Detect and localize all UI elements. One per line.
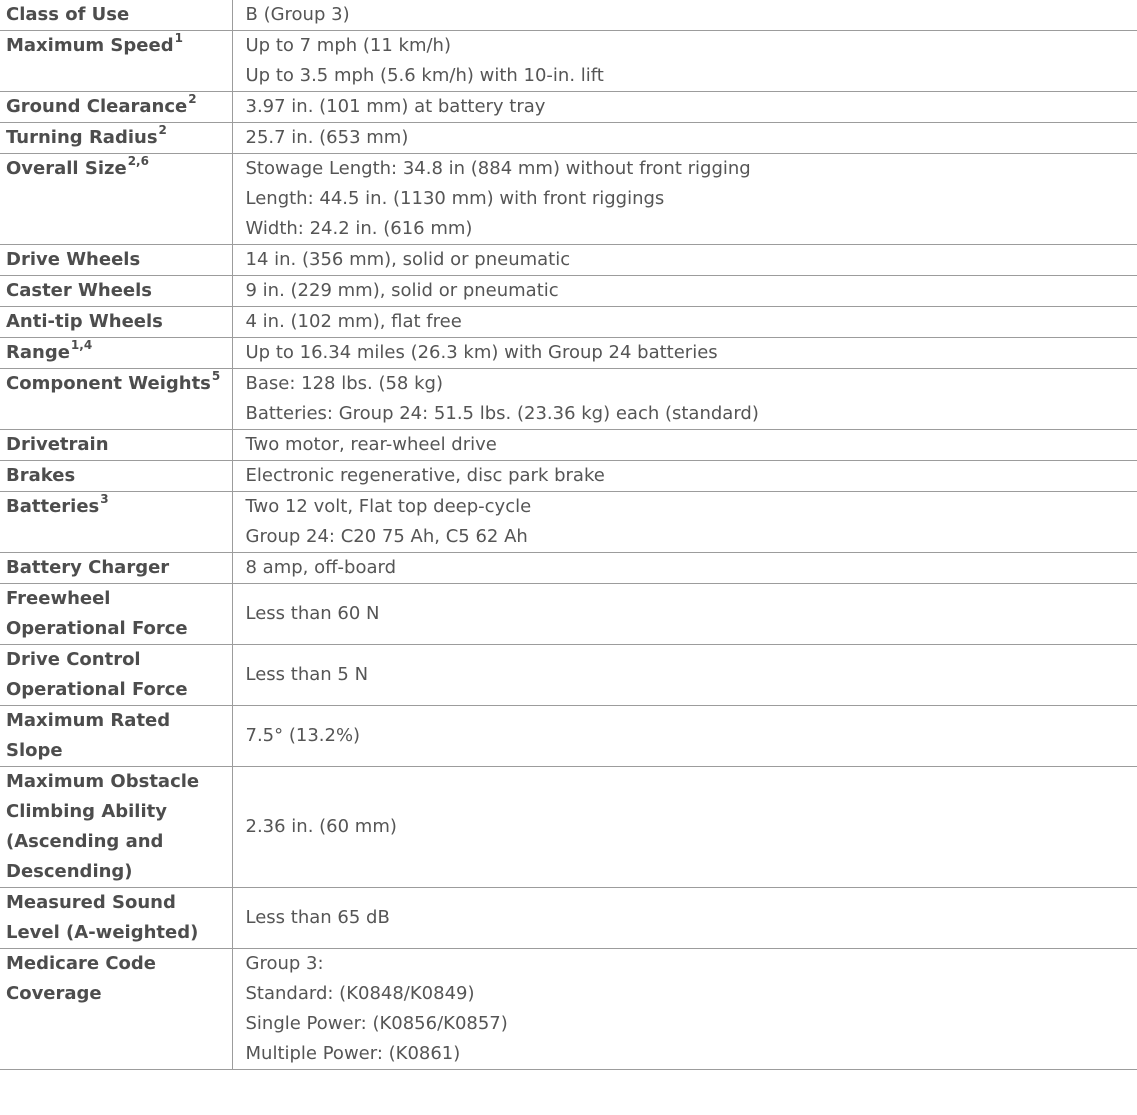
spec-value-line: 2.36 in. (60 mm) [245,816,397,837]
table-row [0,369,1137,430]
table-row [0,245,1137,276]
spec-label-cell [0,492,232,553]
spec-label-cell [0,245,232,276]
spec-label: Overall Size [6,158,127,179]
spec-value-cell [232,553,1137,584]
spec-label: Range [6,342,70,363]
table-row [0,307,1137,338]
spec-value-line: Two motor, rear-wheel drive [245,434,497,455]
spec-label: Measured Sound Level (A-weighted) [6,892,199,943]
spec-value-line: B (Group 3) [245,4,350,25]
spec-value-cell [232,338,1137,369]
spec-label-cell [0,307,232,338]
spec-value-line: Less than 60 N [245,603,380,624]
spec-value-line: 25.7 in. (653 mm) [245,127,409,148]
spec-label-cell [0,949,232,1070]
table-row [0,0,1137,31]
spec-value-cell [232,706,1137,767]
spec-value-cell [232,369,1137,430]
spec-label-cell [0,430,232,461]
spec-value-line: Length: 44.5 in. (1130 mm) with front riggings [245,188,665,209]
spec-value-cell [232,0,1137,31]
table-row [0,706,1137,767]
table-row [0,767,1137,888]
spec-value-cell [232,645,1137,706]
table-row [0,276,1137,307]
spec-label: Freewheel Operational Force [6,588,188,639]
spec-value-line: Single Power: (K0856/K0857) [245,1013,508,1034]
spec-label: Anti-tip Wheels [6,311,163,332]
table-row [0,154,1137,245]
spec-value-cell [232,276,1137,307]
table-row [0,553,1137,584]
spec-value-line: 14 in. (356 mm), solid or pneumatic [245,249,571,270]
spec-label-cell [0,888,232,949]
table-row [0,430,1137,461]
table-row [0,31,1137,92]
spec-label-cell [0,461,232,492]
spec-value-line: Batteries: Group 24: 51.5 lbs. (23.36 kg) each (standard) [245,403,759,424]
spec-value-line: Up to 3.5 mph (5.6 km/h) with 10-in. lift [245,65,604,86]
footnote-marker: 2 [158,123,167,137]
spec-value-cell [232,430,1137,461]
spec-value-cell [232,307,1137,338]
spec-label: Ground Clearance [6,96,188,117]
spec-label-cell [0,767,232,888]
spec-value-cell [232,92,1137,123]
spec-value-cell [232,584,1137,645]
spec-value-cell [232,154,1137,245]
spec-value-cell [232,245,1137,276]
table-row [0,461,1137,492]
spec-value-line: Group 3: [245,953,324,974]
spec-value-line: Width: 24.2 in. (616 mm) [245,218,473,239]
table-row [0,123,1137,154]
spec-value-line: 3.97 in. (101 mm) at battery tray [245,96,546,117]
spec-value-cell [232,461,1137,492]
table-row [0,492,1137,553]
table-row [0,888,1137,949]
table-row [0,584,1137,645]
spec-value-cell [232,31,1137,92]
spec-value-line: Less than 5 N [245,664,369,685]
spec-value-cell [232,767,1137,888]
spec-value-cell [232,888,1137,949]
footnote-marker: 2,6 [127,154,149,168]
spec-label: Component Weights [6,373,211,394]
spec-label-cell [0,584,232,645]
footnote-marker: 1 [174,31,183,45]
spec-value-line: Standard: (K0848/K0849) [245,983,475,1004]
spec-label: Maximum Obstacle Climbing Ability (Ascending and Descending) [6,771,200,882]
spec-label-cell [0,338,232,369]
spec-label: Battery Charger [6,557,170,578]
spec-label-cell [0,276,232,307]
spec-label-cell [0,369,232,430]
spec-value-line: Stowage Length: 34.8 in (884 mm) without front rigging [245,158,751,179]
spec-label-cell [0,31,232,92]
spec-value-line: Electronic regenerative, disc park brake [245,465,605,486]
spec-value-line: Up to 7 mph (11 km/h) [245,35,451,56]
spec-label: Drive Control Operational Force [6,649,188,700]
spec-value-line: 4 in. (102 mm), flat free [245,311,462,332]
spec-label: Maximum Rated Slope [6,710,171,761]
spec-label: Batteries [6,496,100,517]
footnote-marker: 3 [100,492,109,506]
spec-label-cell [0,92,232,123]
spec-label: Drivetrain [6,434,109,455]
spec-value-cell [232,123,1137,154]
spec-value-cell [232,949,1137,1070]
spec-label: Class of Use [6,4,130,25]
spec-label-cell [0,645,232,706]
spec-label: Brakes [6,465,76,486]
spec-label: Turning Radius [6,127,158,148]
spec-label-cell [0,123,232,154]
footnote-marker: 2 [188,92,197,106]
footnote-marker: 1,4 [70,338,93,352]
spec-value-line: Multiple Power: (K0861) [245,1043,461,1064]
spec-value-line: 7.5° (13.2%) [245,725,361,746]
spec-label-cell [0,706,232,767]
spec-value-line: Less than 65 dB [245,907,390,928]
spec-value-line: Up to 16.34 miles (26.3 km) with Group 24 batteries [245,342,718,363]
table-row [0,645,1137,706]
spec-value-cell [232,492,1137,553]
spec-value-line: Group 24: C20 75 Ah, C5 62 Ah [245,526,528,547]
spec-label: Medicare Code Coverage [6,953,157,1004]
spec-label-cell [0,154,232,245]
spec-value-line: 9 in. (229 mm), solid or pneumatic [245,280,559,301]
spec-value-line: Two 12 volt, Flat top deep-cycle [245,496,532,517]
table-row [0,92,1137,123]
footnote-marker: 5 [211,369,221,383]
spec-label: Maximum Speed [6,35,174,56]
spec-value-line: Base: 128 lbs. (58 kg) [245,373,443,394]
spec-label: Drive Wheels [6,249,141,270]
spec-label: Caster Wheels [6,280,152,301]
spec-label-cell [0,553,232,584]
table-row [0,949,1137,1070]
table-row [0,338,1137,369]
spec-value-line: 8 amp, off-board [245,557,396,578]
spec-label-cell [0,0,232,31]
